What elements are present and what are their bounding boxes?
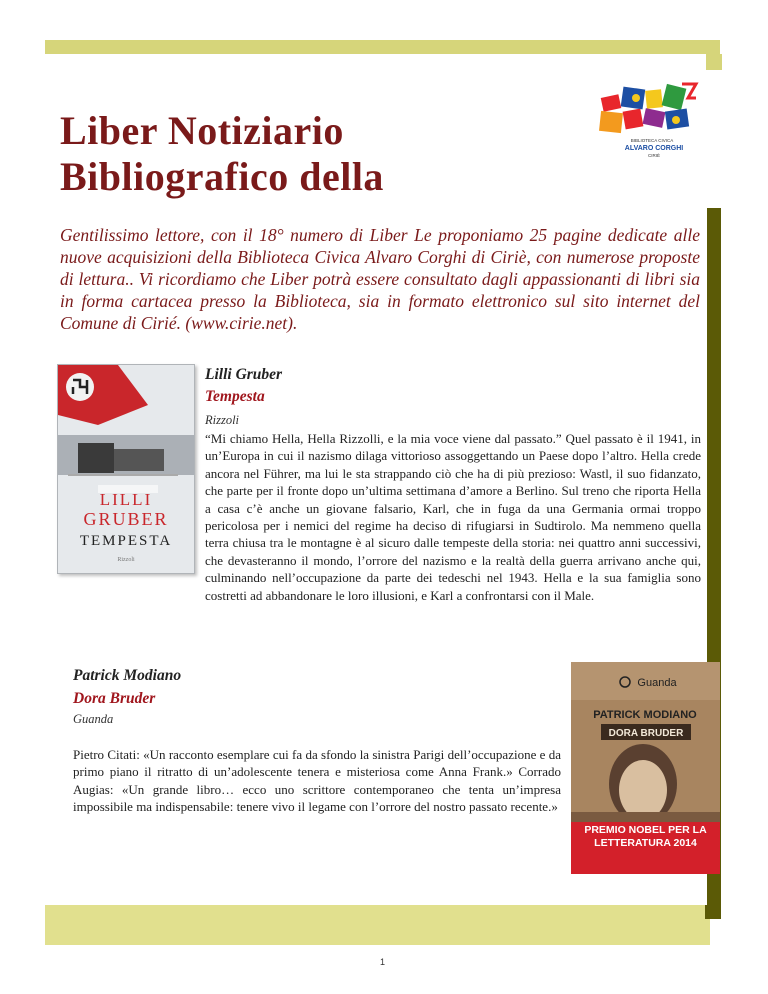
page-number: 1 [380, 957, 386, 967]
decorative-corner [706, 54, 722, 70]
intro-text: Gentilissimo lettore, con il 18° numero di Liber Le proponiamo 25 pagine dedicate alle nuove acquisizioni della Biblioteca Civica Alvaro Corghi di Ciriè, con numerose proposte di lettura.. Vi ricordiamo che Liber potrà essere consultato dagli appassionanti di libri sia in forma cartacea presso la Biblioteca, sia in formato elettronico sul sito internet del Comune di Cirié. (www.cirie.net). [60, 225, 700, 333]
book1-description: “Mi chiamo Hella, Hella Rizzolli, e la mia voce viene dal passato.” Quel passato è il 1941, in un’Europa in cui il nazismo dilaga vittorioso assoggettando un Paese dopo l’altro. Hella crede ancora nel Führer, ma lui le sta strappando ciò che ha di più prezioso: Wastl, il suo fidanzato, che parte per il fronte dopo un’ultima settimana d’amore a Berlino. Sul treno che riporta Hella a casa c’è anche un giovane falsario, Karl, che in fuga da una Germania ormai troppo pericolosa per i nemici del regime ha deciso di rifugiarsi in Sudtirolo. Ma nemmeno quella terra chiusa tra le montagne è al sicuro dalle tempeste della storia: nei quattro anni successivi, che devasteranno il mondo, l’orrore del nazismo e la realtà della guerra arrivano anche qui, culminando nell’occupazione da parte dei tedeschi nel 1943. Hella e la sua famiglia sono costretti ad abbandonare le loro illusioni, e Karl a confrontarsi con il Male. [205, 431, 701, 603]
book2-description: Pietro Citati: «Un racconto esemplare cui fa da sfondo la sinistra Parigi dell’occupazione e da primo piano il ritratto di un’adolescente tenera e misteriosa come Anna Frank.» Corrado Augias: «Un grande libro… ecco uno scrittore contemporaneo che tenta un’impresa impossibile ma indispensabile: tenere vivo il legame con l’orrore del nostro passato recente.» [73, 747, 561, 815]
book1-title: Tempesta [205, 388, 265, 405]
page-title: Liber Notiziario Bibliografico della [60, 108, 384, 199]
cover1-title: TEMPESTA [79, 533, 173, 549]
decorative-corner-bottom [705, 905, 721, 919]
book2-author: Patrick Modiano [73, 667, 182, 684]
cover1-author-line1: LILLI [99, 490, 153, 509]
book1-publisher: Rizzoli [205, 413, 240, 427]
cover2-title: DORA BRUDER [608, 728, 684, 739]
book-cover-dora-bruder [571, 662, 720, 874]
book2-title: Dora Bruder [73, 690, 156, 707]
library-logo [596, 78, 700, 164]
decorative-band-top [45, 40, 720, 54]
cover2-publisher: Guanda [637, 677, 677, 689]
cover2-author: PATRICK MODIANO [593, 709, 697, 721]
decorative-band-bottom [45, 905, 710, 945]
book2-publisher: Guanda [73, 712, 114, 726]
cover2-award: PREMIO NOBEL PER LA LETTERATURA 2014 [584, 824, 707, 849]
logo-line3: CIRIÈ [647, 153, 661, 158]
cover1-publisher: Rizzoli [117, 557, 135, 563]
logo-line1: BIBLIOTECA CIVICA [630, 138, 674, 143]
logo-line2: ALVARO CORGHI [624, 145, 684, 152]
cover1-author-line2: GRUBER [83, 509, 169, 529]
book-cover-tempesta [57, 364, 195, 574]
book1-author: Lilli Gruber [205, 366, 283, 383]
